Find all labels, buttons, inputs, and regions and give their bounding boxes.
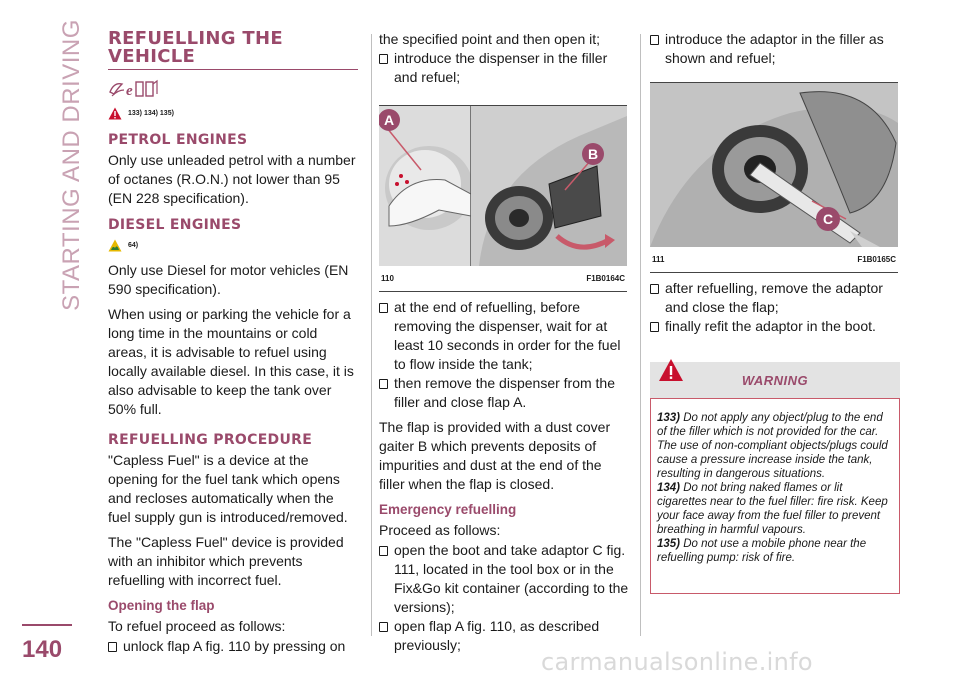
list-item: introduce the dispenser in the filler and refuel;	[379, 49, 629, 87]
petrol-heading: PETROL ENGINES	[108, 132, 248, 148]
list-item: open flap A fig. 110, as described previously;	[379, 617, 629, 655]
figure-label-c: C	[822, 211, 834, 227]
list-item: open the boot and take adaptor C fig. 111, located in the tool box or in the Fix&Go kit container (according to the versions);	[379, 541, 629, 617]
warning-triangle-icon	[108, 107, 122, 120]
list-item: after refuelling, remove the adaptor and close the flap;	[650, 279, 900, 317]
flap-text: The flap is provided with a dust cover gaiter B which prevents deposits of impurities and dust at the end of the filler when the flap is closed.	[379, 419, 611, 492]
emergency-text: Proceed as follows:	[379, 522, 501, 538]
warning-refs-text: 133) 134) 135)	[128, 110, 174, 117]
opening-heading: Opening the flap	[108, 598, 215, 613]
procedure-heading: REFUELLING PROCEDURE	[108, 432, 313, 448]
bullet-box-icon	[650, 35, 659, 45]
figure-caption	[650, 247, 898, 272]
list-item: at the end of refuelling, before removing the dispenser, wait for at least 10 seconds in order for the fuel to flow inside the tank;	[379, 298, 629, 374]
bullet-box-icon	[108, 642, 117, 652]
opening-text: To refuel proceed as follows:	[108, 618, 286, 634]
warning-item: 133) Do not apply any object/plug to the end of the filler which is not provided for the car. The use of non-compliant objects/plugs could cause a pressure increase inside the tank, resulting in dangerous situations.	[657, 412, 888, 480]
figure-110	[379, 105, 627, 292]
watermark: carmanualsonline.info	[541, 648, 813, 676]
page-number: 140	[22, 636, 63, 663]
section-side-title	[52, 19, 92, 311]
figure-number: 110	[381, 274, 394, 283]
ecology-fuel-icon	[108, 78, 358, 100]
column-2	[379, 30, 629, 655]
bullet-box-icon	[650, 284, 659, 294]
diesel-ref-text: 64)	[128, 242, 139, 249]
figure-caption	[379, 266, 627, 291]
bullet-box-icon	[379, 622, 388, 632]
fuel-flap-illustration	[379, 106, 627, 266]
figure-code: F1B0165C	[857, 255, 896, 264]
warning-refs	[108, 104, 358, 123]
petrol-text: Only use unleaded petrol with a number of octanes (R.O.N.) not lower than 95 (EN 228 specification).	[108, 152, 356, 206]
figure-number: 111	[652, 255, 665, 264]
column-1	[108, 30, 358, 656]
figure-label-a: A	[383, 112, 395, 128]
figure-111	[650, 82, 898, 273]
column-divider	[640, 34, 641, 636]
warning-box	[650, 398, 900, 594]
continued-text: the specified point and then open it;	[379, 31, 601, 47]
list-item: introduce the adaptor in the filler as shown and refuel;	[650, 30, 900, 68]
bullet-box-icon	[650, 322, 659, 332]
figure-code: F1B0164C	[586, 274, 625, 283]
column-divider	[371, 34, 372, 636]
diesel-heading: DIESEL ENGINES	[108, 217, 242, 233]
warning-item: 135) Do not use a mobile phone near the refuelling pump: risk of fire.	[657, 538, 867, 564]
procedure-text-1: "Capless Fuel" is a device at the opening for the fuel tank which opens and recloses automatically when the fuel supply gun is introduced/removed.	[108, 452, 348, 525]
warning-item: 134) Do not bring naked flames or lit cigarettes near to the fuel filler: fire risk. Keep your face away from the fuel filler to prevent breathing in harmful vapours.	[657, 482, 888, 536]
warning-header	[650, 362, 900, 398]
page-title: REFUELLING THE VEHICLE	[108, 30, 358, 70]
warning-triangle-icon	[658, 358, 684, 382]
warning-title: WARNING	[741, 372, 809, 388]
adaptor-illustration	[650, 83, 898, 247]
list-item: unlock flap A fig. 110 by pressing on	[108, 637, 358, 656]
svg-text:e: e	[126, 83, 133, 99]
diesel-text-2: When using or parking the vehicle for a long time in the mountains or cold areas, it is advisable to refuel using locally available diesel. In this case, it is also advisable to keep the tank over 50% full.	[108, 306, 354, 417]
diesel-text-1: Only use Diesel for motor vehicles (EN 590 specification).	[108, 262, 349, 297]
caution-icon	[108, 239, 122, 252]
diesel-ref	[108, 236, 358, 255]
section-side-title-text: STARTING AND DRIVING	[58, 19, 85, 311]
column-3	[650, 30, 900, 594]
list-item: then remove the dispenser from the filler and close flap A.	[379, 374, 629, 412]
figure-label-b: B	[587, 146, 599, 162]
bullet-box-icon	[379, 379, 388, 389]
list-item: finally refit the adaptor in the boot.	[650, 317, 900, 336]
bullet-box-icon	[379, 303, 388, 313]
bullet-box-icon	[379, 546, 388, 556]
procedure-text-2: The "Capless Fuel" device is provided with an inhibitor which prevents refuelling with incorrect fuel.	[108, 534, 344, 588]
bullet-box-icon	[379, 54, 388, 64]
emergency-heading: Emergency refuelling	[379, 502, 517, 517]
